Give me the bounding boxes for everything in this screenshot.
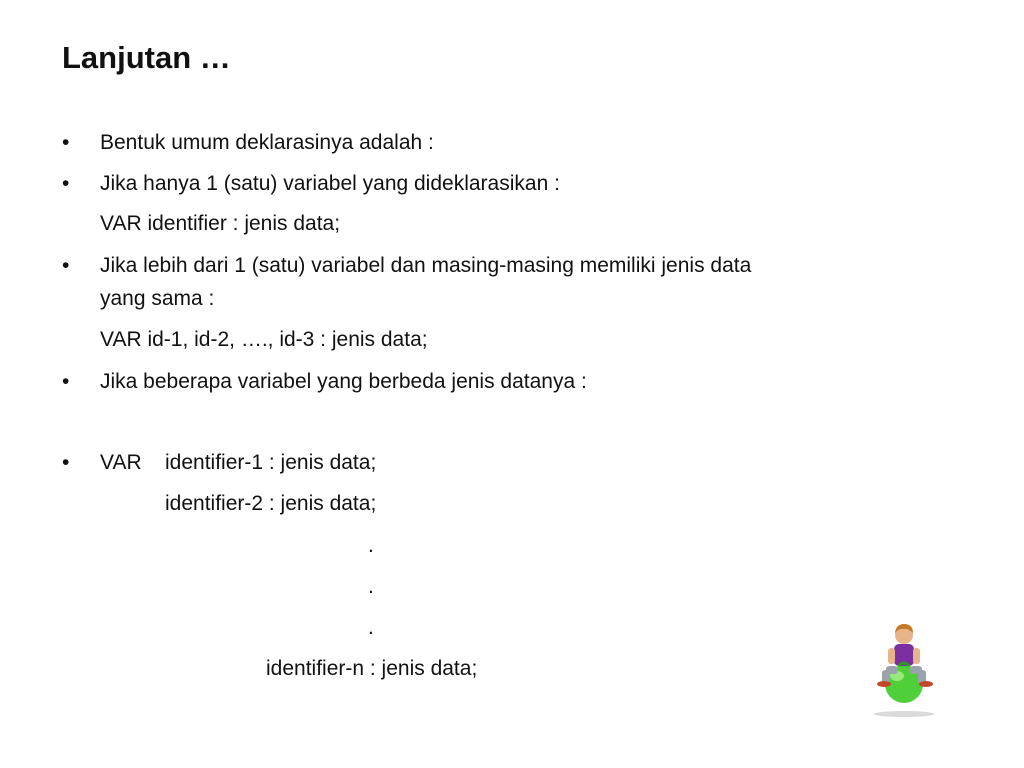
ellipsis-dot: .: [368, 616, 374, 639]
ellipsis-dot: .: [368, 575, 374, 598]
bullet-text-continued: yang sama :: [100, 287, 215, 310]
person-on-hopper-ball-icon: [866, 620, 946, 720]
code-line: VAR id-1, id-2, …., id-3 : jenis data;: [100, 328, 428, 351]
code-line: identifier-2 : jenis data;: [165, 492, 377, 515]
bullet-marker: •: [62, 451, 70, 474]
bullet-text: Bentuk umum deklarasinya adalah :: [100, 131, 434, 154]
bullet-text: Jika hanya 1 (satu) variabel yang dideklarasikan :: [100, 172, 560, 195]
code-line: identifier-n : jenis data;: [266, 657, 478, 680]
bullet-marker: •: [62, 370, 70, 393]
bullet-marker: •: [62, 131, 70, 154]
bullet-text: Jika beberapa variabel yang berbeda jenis datanya :: [100, 370, 587, 393]
ellipsis-dot: .: [368, 534, 374, 557]
bullet-marker: •: [62, 172, 70, 195]
bullet-text: Jika lebih dari 1 (satu) variabel dan masing-masing memiliki jenis data: [100, 254, 752, 277]
bullet-marker: •: [62, 254, 70, 277]
slide-title: Lanjutan …: [62, 40, 231, 75]
code-line: VAR identifier : jenis data;: [100, 212, 341, 235]
code-line: identifier-1 : jenis data;: [165, 451, 377, 474]
code-keyword: VAR: [100, 451, 142, 474]
